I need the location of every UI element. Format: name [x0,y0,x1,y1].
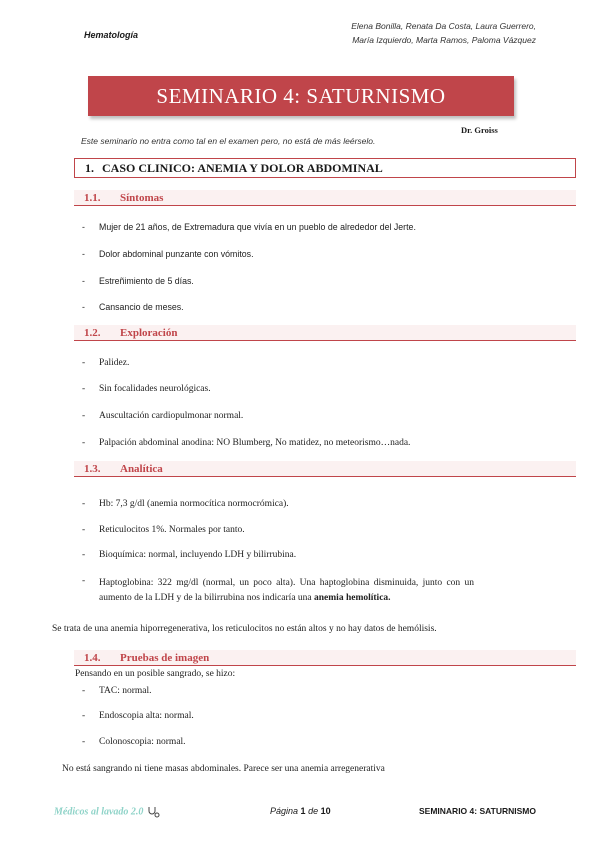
subsection-number: 1.3. [84,462,101,475]
list-item: - Estreñimiento de 5 días. [82,276,194,286]
stethoscope-icon [146,805,160,819]
list-item: - Dolor abdominal punzante con vómitos. [82,249,254,259]
footer-logo [54,805,160,819]
subsection-heading-sintomas [74,190,576,206]
section-heading-caso-clinico [74,158,576,178]
title-banner [88,76,514,116]
list-item: - TAC: normal. [82,686,152,696]
list-item: - Bioquímica: normal, incluyendo LDH y bilirrubina. [82,550,297,560]
subsection-heading-exploracion [74,325,576,341]
subsection-number: 1.4. [84,651,101,664]
subsection-title: Pruebas de imagen [120,651,210,664]
subsection-title: Analítica [120,462,163,475]
header-authors-line1: Elena Bonilla, Renata Da Costa, Laura Guerrero, [351,21,536,31]
list-item: - Mujer de 21 años, de Extremadura que vivía en un pueblo de alrededor del Jerte. [82,222,416,232]
page-title: SEMINARIO 4: SATURNISMO [156,83,446,108]
section-number: 1. [85,160,94,175]
author: Dr. Groiss [461,125,498,135]
list-dash: - [82,576,86,586]
subsection-title: Exploración [120,326,178,339]
imagen-intro: Pensando en un posible sangrado, se hizo: [75,669,236,679]
list-item: - Colonoscopia: normal. [82,737,186,747]
disclaimer: Este seminario no entra como tal en el examen pero, no está de más leérselo. [81,136,376,146]
header-authors [351,19,536,47]
analitica-conclusion: Se trata de una anemia hiporregenerativa, los reticulocitos no están altos y no hay datos de hemólisis. [52,624,437,634]
list-item: - Hb: 7,3 g/dl (anemia normocítica normocrómica). [82,499,289,509]
subsection-number: 1.1. [84,191,101,204]
subsection-title: Síntomas [120,191,164,204]
footer-title: SEMINARIO 4: SATURNISMO [419,806,536,816]
imagen-conclusion: No está sangrando ni tiene masas abdominales. Parece ser una anemia arregenerativa [62,764,385,774]
haptoglobina-bold: anemia hemolítica. [314,593,391,603]
haptoglobina-text: Haptoglobina: 322 mg/dl (normal, un poco alta). Una haptoglobina disminuida, junto con un aumento de la LDH y de la bilirrubina nos indicaría una [99,578,474,603]
subsection-number: 1.2. [84,326,101,339]
list-item: - Palidez. [82,358,130,368]
list-item: - Cansancio de meses. [82,302,184,312]
footer-logo-text: Médicos al lavado 2.0 [54,806,144,818]
list-item: - Reticulocitos 1%. Normales por tanto. [82,525,245,535]
header-authors-line2: María Izquierdo, Marta Ramos, Paloma Vázquez [352,35,536,45]
page-number: Página 1 de 10 [270,806,331,816]
section-title: CASO CLINICO: ANEMIA Y DOLOR ABDOMINAL [102,160,383,175]
subsection-heading-imagen [74,650,576,666]
list-item: - Auscultación cardiopulmonar normal. [82,411,244,421]
header-subject: Hematología [84,30,139,40]
list-item: - Palpación abdominal anodina: NO Blumberg, No matidez, no meteorismo…nada. [82,438,411,448]
subsection-heading-analitica [74,461,576,477]
list-item: - Endoscopia alta: normal. [82,711,194,721]
list-item: - Sin focalidades neurológicas. [82,384,211,394]
haptoglobina-paragraph [99,576,474,606]
